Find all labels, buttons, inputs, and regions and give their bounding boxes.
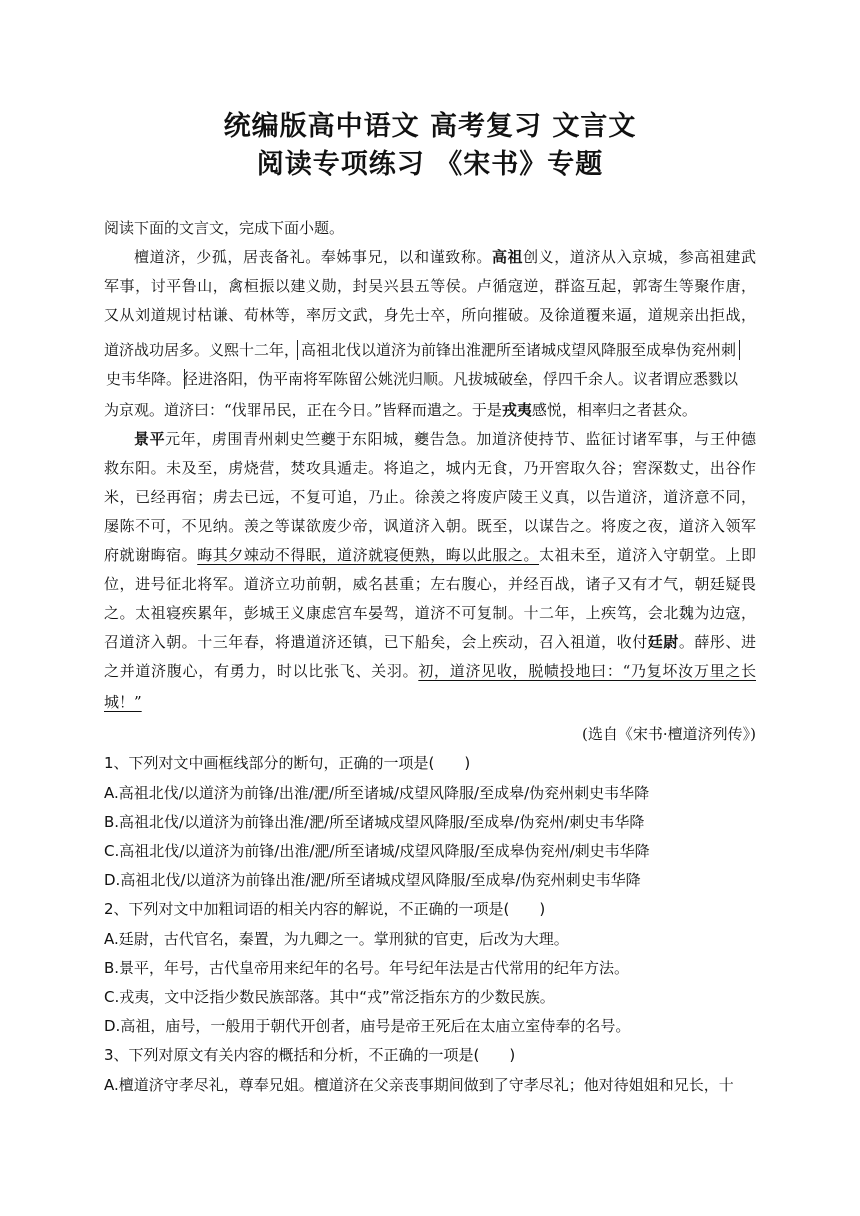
question-3-option-a: A.檀道济守孝尽礼，尊奉兄姐。檀道济在父亲丧事期间做到了守孝尽礼；他对待姐姐和兄长，十 <box>104 1076 734 1094</box>
question-1-option-c: C.高祖北伐/以道济为前锋/出淮/淝/所至诸城/戍望风降服/至成皋伪兖州/刺史韦华降 <box>104 842 650 860</box>
bold-term-rongyi: 戎夷 <box>501 401 532 419</box>
passage-line <box>104 340 756 360</box>
question-2-option-c: C.戎夷，文中泛指少数民族部落。其中“戎”常泛指东方的少数民族。 <box>104 988 555 1006</box>
passage-line <box>104 632 756 652</box>
boxed-sentence-end: 史韦华降。 <box>106 370 182 388</box>
bold-term-jingping: 景平 <box>134 430 166 448</box>
instruction-text: 阅读下面的文言文，完成下面小题。 <box>104 219 345 237</box>
passage-text: 府就谢晦宿。 <box>104 546 198 564</box>
question-1-option-d: D.高祖北伐/以道济为前锋出淮/淝/所至诸城戍望风降服/至成皋/伪兖州刺史韦华降 <box>104 871 641 889</box>
question-2-option-a: A.廷尉，古代官名，秦置，为九卿之一。掌刑狱的官吏，后改为大理。 <box>104 930 569 948</box>
passage-line: 又从刘道规讨枯谦、荀林等，率厉文武，身先士卒，所向摧破。及徐道覆来逼，道规亲出拒战， <box>104 306 756 324</box>
question-1-option-a: A.高祖北伐/以道济为前锋/出淮/淝/所至诸城/戍望风降服/至成皋/伪兖州刺史韦华降 <box>104 784 650 802</box>
passage-line <box>104 400 756 420</box>
bold-term-tingwei: 廷尉 <box>647 633 679 651</box>
question-2-option-b: B.景平，年号，古代皇帝用来纪年的名号。年号纪年法是古代常用的纪年方法。 <box>104 959 630 977</box>
source-citation: (选自《宋书·檀道济列传》) <box>582 725 756 743</box>
passage-line: 米，已经再宿；虏去已远，不复可追，乃止。徐羡之将废庐陵王义真，以告道济，道济意不同， <box>104 488 756 506</box>
question-3-stem: 3、下列对原文有关内容的概括和分析，不正确的一项是( ) <box>104 1046 516 1064</box>
passage-text: 元年，虏围青州刺史竺夔于东阳城，夔告急。加道济使持节、监征讨诸军事，与王仲德 <box>165 430 756 448</box>
passage-text: 为京观。道济曰：“伐罪吊民，正在今日。”皆释而遣之。于是 <box>104 401 502 419</box>
passage-line: 屡陈不可，不见纳。羡之等谋欲废少帝，讽道济入朝。既至，以谋告之。将废之夜，道济入领军 <box>104 517 756 535</box>
passage-text: 感悦，相率归之者甚众。 <box>531 401 697 419</box>
passage-line: 军事，讨平鲁山，禽桓振以建义勋，封吴兴县五等侯。卢循寇逆，群盗互起，郭寄生等聚作唐， <box>104 277 756 295</box>
question-2-option-d: D.高祖，庙号，一般用于朝代开创者，庙号是帝王死后在太庙立室侍奉的名号。 <box>104 1017 631 1035</box>
passage-line <box>104 692 756 712</box>
bold-term-gaozu: 高祖 <box>491 248 524 266</box>
passage-text: 径进洛阳，伪平南将军陈留公姚洸归顺。凡拔城破垒，俘四千余人。议者谓应悉戮以 <box>183 370 739 388</box>
passage-line: 之。太祖寝疾累年，彭城王义康虑宫车晏驾，道济不可复制。十二年，上疾笃，会北魏为边寇， <box>104 604 756 622</box>
passage-text: 创义，道济从入京城，参高祖建武 <box>523 248 756 266</box>
passage-text: 道济战功居多。义熙十二年， <box>104 341 300 359</box>
underlined-sentence-end: 城！” <box>104 693 142 711</box>
passage-text: 。薛彤、进 <box>678 633 756 651</box>
page-title-line2: 阅读专项练习 《宋书》专题 <box>256 149 604 180</box>
question-1-stem: 1、下列对文中画框线部分的断句，正确的一项是( ) <box>104 754 471 772</box>
boxed-sentence: 高祖北伐以道济为前锋出淮淝所至诸城戍望风降服至成皋伪兖州刺 <box>301 341 737 359</box>
question-1-option-b: B.高祖北伐/以道济为前锋出淮/淝/所至诸城戍望风降服/至成皋/伪兖州/刺史韦华降 <box>104 813 645 831</box>
passage-text: 檀道济，少孤，居丧备礼。奉姊事兄，以和谨致称。 <box>134 248 492 266</box>
page-title-line1: 统编版高中语文 高考复习 文言文 <box>223 111 637 142</box>
passage-text: 之并道济腹心，有勇力，时以比张飞、关羽。 <box>104 662 419 680</box>
passage-line <box>104 661 756 681</box>
passage-text: 太祖未至，道济入守朝堂。上即 <box>539 546 756 564</box>
passage-line: 救东阳。未及至，虏烧营，焚攻具遁走。将追之，城内无食，乃开窖取久谷；窖深数丈，出谷作 <box>104 459 756 477</box>
underlined-sentence: 初，道济见收，脱帻投地曰：“乃复坏汝万里之长 <box>418 662 756 680</box>
passage-line <box>104 545 756 565</box>
question-2-stem: 2、下列对文中加粗词语的相关内容的解说，不正确的一项是( ) <box>104 900 546 918</box>
underlined-sentence: 晦其夕竦动不得眠，道济就寝便熟，晦以此服之。 <box>197 546 540 564</box>
passage-line <box>104 369 756 389</box>
passage-text: 召道济入朝。十三年春，将遣道济还镇，已下船矣，会上疾动，召入祖道，收付 <box>104 633 648 651</box>
passage-line: 位，进号征北将军。道济立功前朝，威名甚重；左右腹心，并经百战，诸子又有才气，朝廷疑畏 <box>104 575 756 593</box>
passage-line <box>134 429 756 449</box>
passage-line <box>134 247 756 267</box>
